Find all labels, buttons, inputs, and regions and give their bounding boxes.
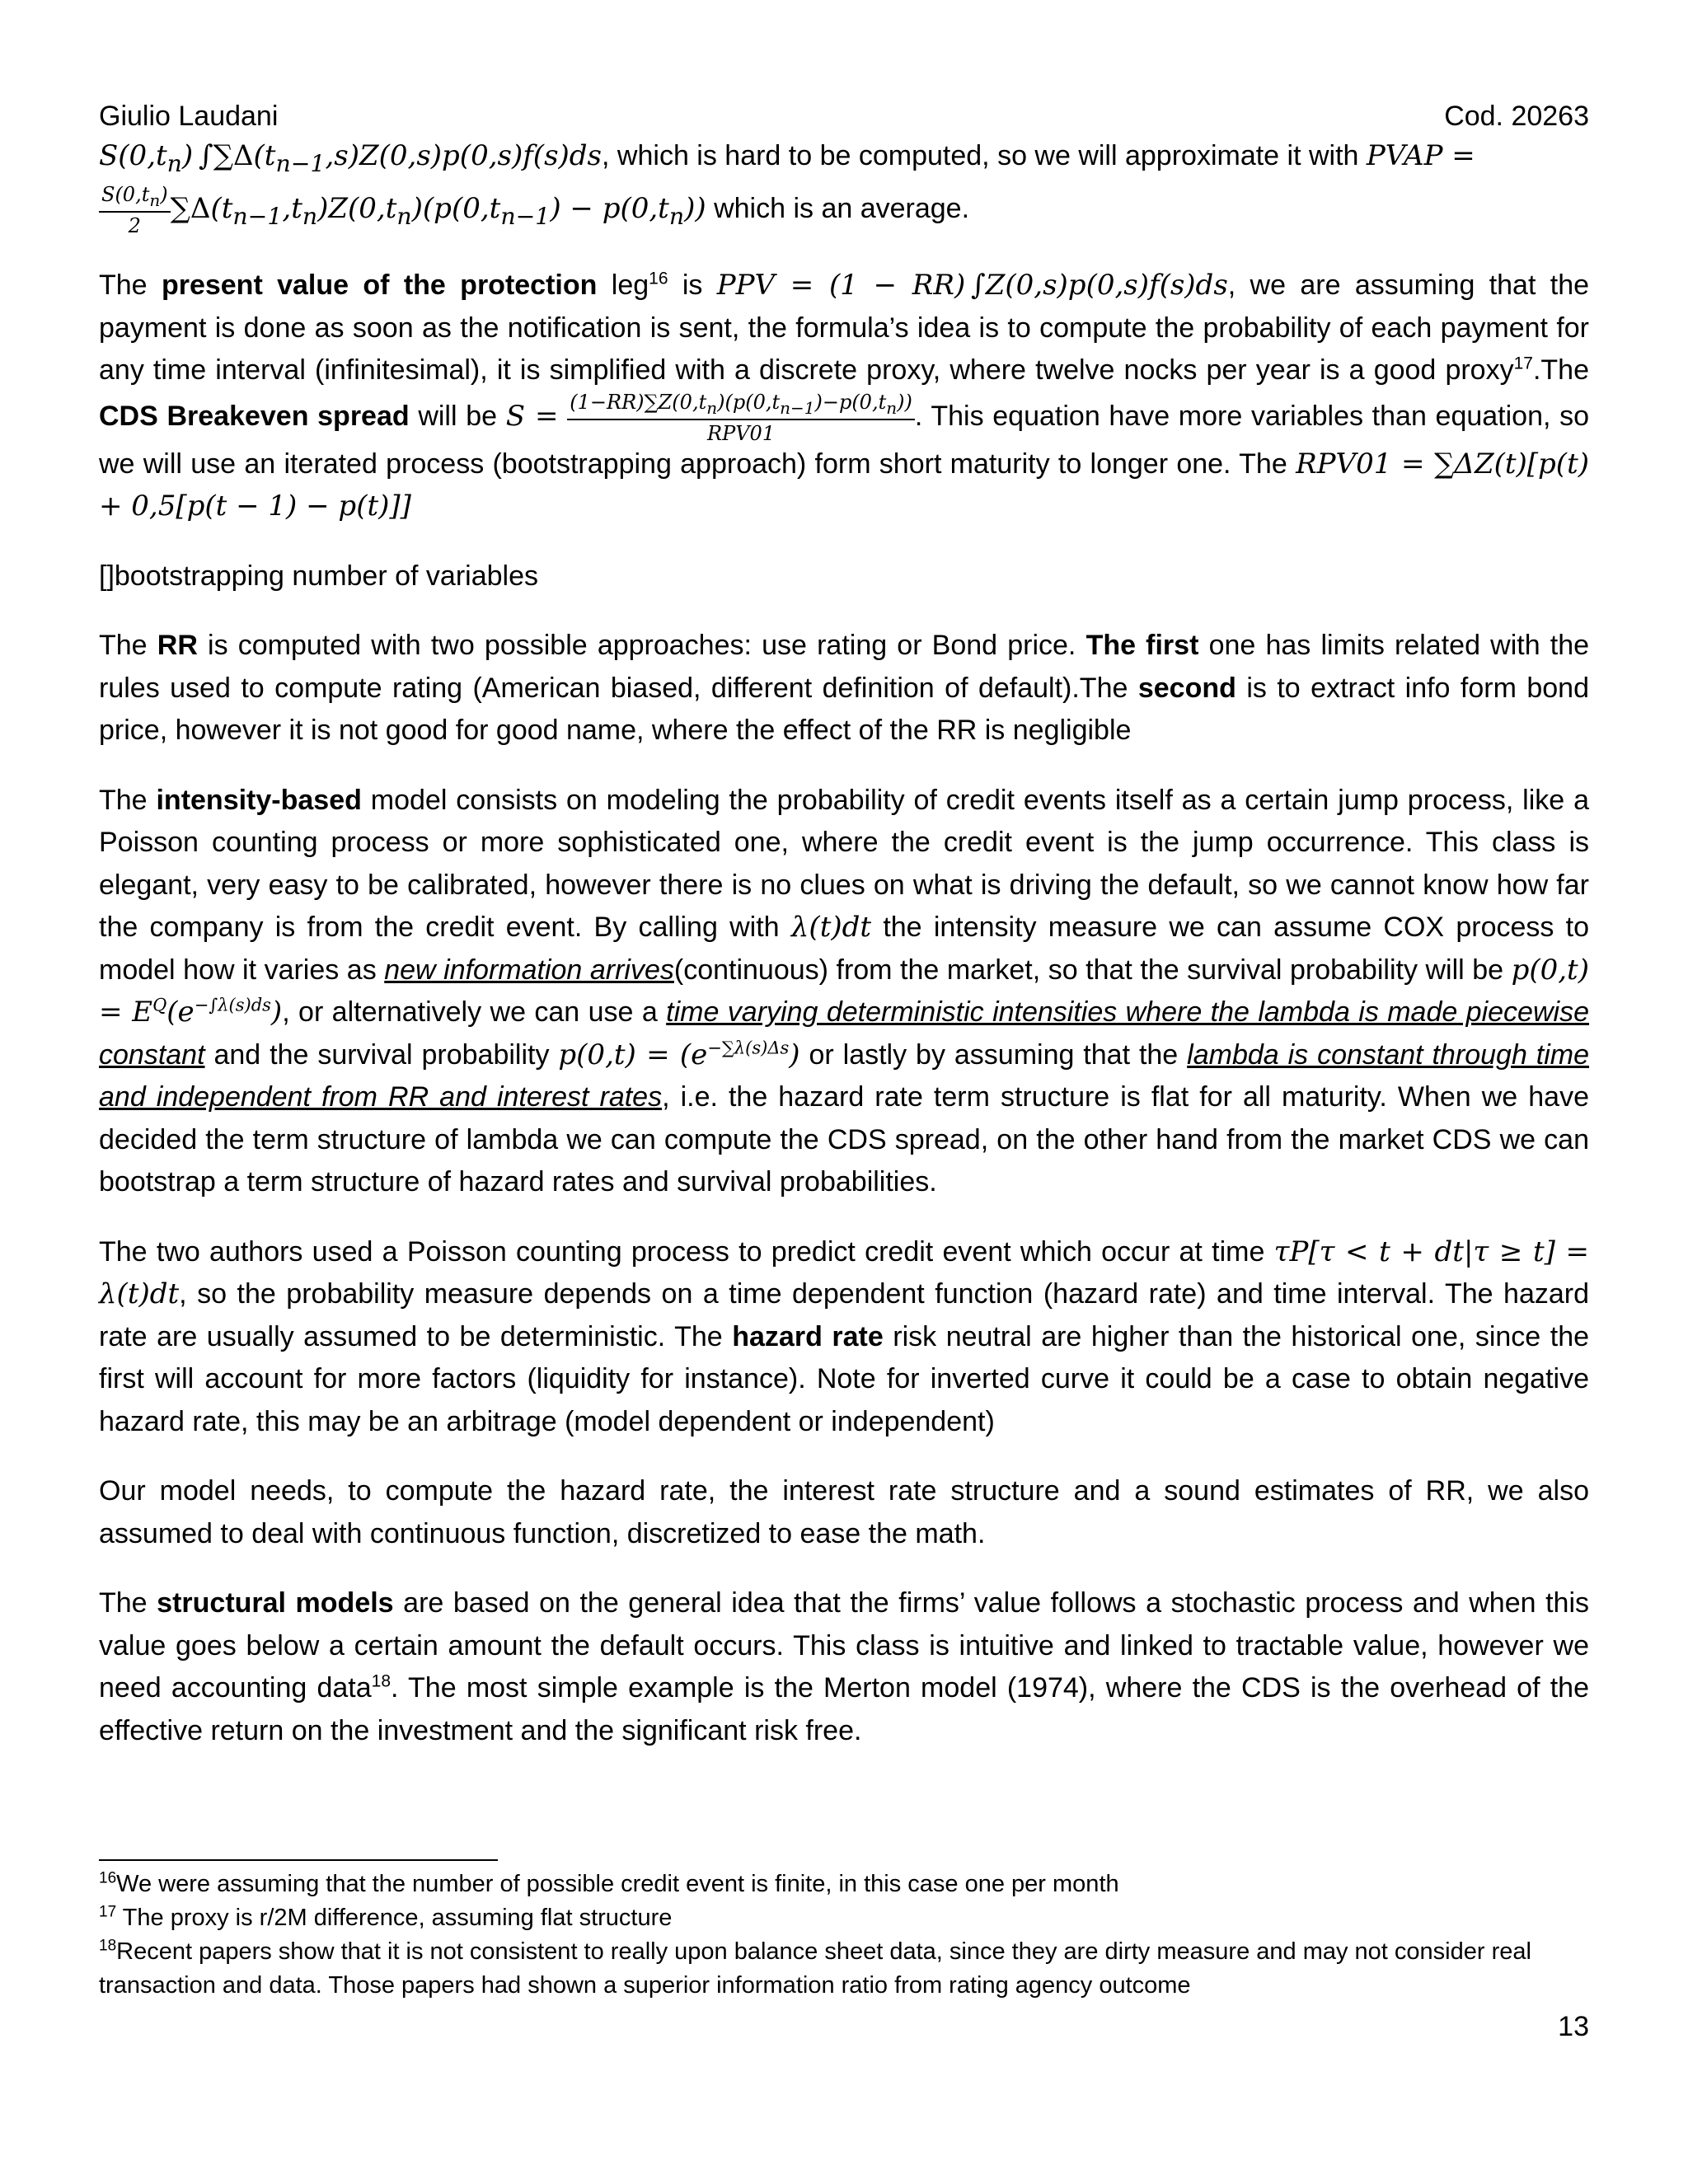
paragraph-intensity-based: The intensity-based model consists on modeling the probability of credit events itself as a certain jump process, like a Poisson counting process or more sophisticated one, where the credit event is the jump occurrence. This class is elegant, very easy to be calibrated, however there is no clues on what is driving the default, so we cannot know how far the company is from the credit event. By calling with λ(t)dt the intensity measure we can assume COX process to model how it varies as new information arrives(continuous) from the market, so that the survival probability will be $p(0,t) = E^Q(e^{-\int\lambda(s)ds})$, or alternatively we can use a time varying deterministic intensities where the lambda is made piecewise constant and the survival probability $p(0,t) = (e^{-\sum\lambda(s)\Delta s})$ or lastly by assuming that the lambda is constant through time and independent from RR and interest rates, i.e. the hazard rate term structure is flat for all maturity. When we have decided the term structure of lambda we can compute the CDS spread, on the other hand from the market CDS we can bootstrap a term structure of hazard rates and survival probabilities. xyxy=(99,784,1590,1198)
header-code: Cod. 20263 xyxy=(1444,101,1589,132)
formula-breakeven-spread: $\frac{(1-RR)\sum Z(0,t_n)(p(0,t_{n-1})-p(0,t_n))}{\text{RPV01}}$ xyxy=(567,392,915,443)
footnote-17: $^{17}$ The proxy is r/2M difference, assuming flat structure xyxy=(99,1903,673,1931)
footnote-ref-18[interactable]: 18 xyxy=(371,1671,392,1691)
formula-survival-cox: $p(0,t) = E^Q(e^{-\int\lambda(s)ds})$ xyxy=(99,953,1589,1029)
paragraph-model-needs: Our model needs, to compute the hazard rate, the interest rate structure and a sound estimates of RR, we also assumed to deal with continuous function, discretized to ease the math. xyxy=(99,1475,1589,1549)
footnote-18: $^{18}$Recent papers show that it is not consistent to really upon balance sheet data, since they are dirty measure and may not consider real transaction and data. Those papers had shown a superior information ratio from rating agency outcome xyxy=(99,1937,1531,1999)
formula-ppv: PPV = (1 − RR) ∫Z(0,s)p(0,s)f(s)ds xyxy=(716,269,1228,302)
paragraph-bootstrapping-note: []bootstrapping number of variables xyxy=(99,560,538,592)
page-number: 13 xyxy=(1558,2011,1589,2042)
paragraph-pvap: $S(0,t_n)$ $\int\sum\Delta(t_{n-1},s)Z(0,s)p(0,s)f(s)ds$, which is hard to be computed, so we will approximate it with PVAP = $\frac{S(0,t_n)}{2}$ $\sum\Delta(t_{n-1},t_n)Z(0,t_n)(p(0,t_{n-1}) - p(0,t_n))$ which is an average. xyxy=(99,139,1475,238)
footnote-ref-17[interactable]: 17 xyxy=(1513,354,1533,374)
paragraph-structural-models: The structural models are based on the general idea that the firms’ value follows a stochastic process and when this value goes below a certain amount the default occurs. This class is intuitive and linked to tractable value, however we need accounting data$^{18}$. The most simple example is the Merton model (1974), where the CDS is the overhead of the effective return on the investment and the significant risk free. xyxy=(99,1587,1589,1746)
footnote-16: $^{16}$We were assuming that the number of possible credit event is finite, in this case one per month xyxy=(99,1869,1119,1897)
formula-poisson-prob: τP[τ < t + dt|τ ≥ t] = λ(t)dt xyxy=(99,1235,1589,1311)
footnotes xyxy=(99,1868,1589,2003)
formula-pvap: PVAP = xyxy=(1366,139,1475,172)
underlined-phrase-new-information: new information arrives xyxy=(384,954,674,986)
page-header xyxy=(99,97,1589,135)
paragraph-protection-leg: The present value of the protection leg$^{16}$ is PPV = (1 − RR) ∫Z(0,s)p(0,s)f(s)ds, we are assuming that the payment is done as soon as the notification is sent, the formula’s idea is to compute the probability of each payment for any time interval (infinitesimal), it is simplified with a discrete proxy, where twelve nocks per year is a good proxy$^{17}$.The CDS Breakeven spread will be S = $\frac{(1-RR)\sum Z(0,t_n)(p(0,t_{n-1})-p(0,t_n))}{\text{RPV01}}$ . This equation have more variables than equation, so we will use an iterated process (bootstrapping approach) form short maturity to longer one. The RPV01 = ∑ΔZ(t)[p(t) + 0,5[p(t − 1) − p(t)]] xyxy=(99,269,1590,523)
formula-fraction-s-over-2: $\frac{S(0,t_n)}{2}$ xyxy=(99,185,171,236)
formula-lambda-dt: λ(t)dt xyxy=(790,911,872,944)
footnote-separator xyxy=(99,1859,498,1861)
body-text xyxy=(99,135,1589,1779)
header-author: Giulio Laudani xyxy=(99,101,279,132)
paragraph-poisson: The two authors used a Poisson counting process to predict credit event which occur at time τP[τ < t + dt|τ ≥ t] = λ(t)dt, so the probability measure depends on a time dependent function (hazard rate) and time interval. The hazard rate are usually assumed to be deterministic. The hazard rate risk neutral are higher than the historical one, since the first will account for more factors (liquidity for instance). Note for inverted curve it could be a case to obtain negative hazard rate, this may be an arbitrage (model dependent or independent) xyxy=(99,1235,1590,1437)
underlined-phrase-constant-lambda: lambda is constant through time and independent from RR and interest rates xyxy=(99,1038,1590,1113)
formula-premium-leg: $S(0,t_n)$ $\int\sum\Delta(t_{n-1},s)Z(0,s)p(0,s)f(s)ds$ xyxy=(99,139,603,177)
footnote-ref-16[interactable]: 16 xyxy=(649,269,668,289)
formula-survival-piecewise: $p(0,t) = (e^{-\sum\lambda(s)\Delta s})$ xyxy=(558,1038,800,1071)
formula-rpv01: RPV01 = ∑ΔZ(t)[p(t) + 0,5[p(t − 1) − p(t)]] xyxy=(99,447,1590,523)
paragraph-recovery-rate: The RR is computed with two possible approaches: use rating or Bond price. The first one has limits related with the rules used to compute rating (American biased, different definition of default).The second is to extract info form bond price, however it is not good for good name, where the effect of the RR is negligible xyxy=(99,630,1590,747)
underlined-phrase-piecewise: time varying deterministic intensities where the lambda is made piecewise constant xyxy=(99,996,1589,1071)
